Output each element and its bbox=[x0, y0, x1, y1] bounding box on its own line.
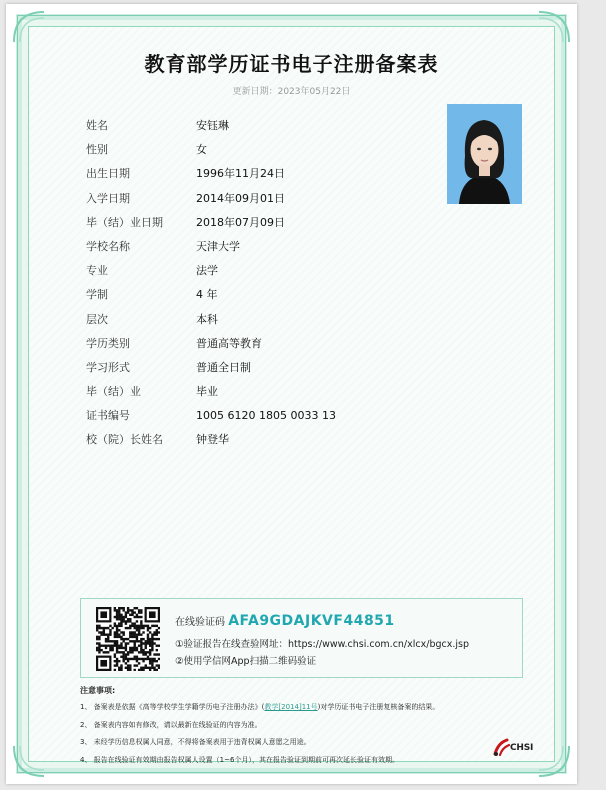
student-photo bbox=[447, 104, 522, 204]
field-value: 天津大学 bbox=[196, 239, 240, 253]
qr-code-icon[interactable] bbox=[96, 607, 160, 671]
field-row bbox=[86, 138, 446, 162]
field-row bbox=[86, 211, 446, 235]
field-value: 4 年 bbox=[196, 288, 218, 302]
field-label: 证书编号 bbox=[86, 409, 130, 423]
verification-url-line: ①验证报告在线查验网址：https://www.chsi.com.cn/xlcx/bgcx.jsp bbox=[175, 639, 469, 650]
chsi-logo bbox=[492, 737, 538, 759]
field-value: 法学 bbox=[196, 264, 218, 278]
field-label: 学习形式 bbox=[86, 360, 130, 374]
field-value: 安钰琳 bbox=[196, 119, 229, 132]
regulation-link[interactable]: 教学[2014]11号 bbox=[264, 703, 318, 711]
border-pattern-right bbox=[555, 20, 561, 768]
field-row bbox=[86, 235, 446, 259]
page-title: 教育部学历证书电子注册备案表 bbox=[144, 52, 439, 76]
field-row bbox=[86, 404, 446, 428]
field-value: 普通高等教育 bbox=[196, 336, 262, 350]
record-sheet bbox=[6, 4, 577, 784]
field-row bbox=[86, 162, 446, 186]
corner-ornament-icon bbox=[12, 744, 46, 778]
field-row bbox=[86, 259, 446, 283]
field-label: 毕（结）业日期 bbox=[86, 215, 163, 229]
notes-title: 注意事项: bbox=[80, 686, 116, 695]
field-row bbox=[86, 283, 446, 307]
field-label: 入学日期 bbox=[86, 191, 130, 205]
field-label: 学历类别 bbox=[86, 336, 130, 350]
verification-code-row bbox=[175, 613, 395, 629]
corner-ornament-icon bbox=[537, 10, 571, 44]
field-label: 层次 bbox=[86, 312, 108, 326]
field-label: 出生日期 bbox=[86, 167, 130, 181]
field-label: 校（院）长姓名 bbox=[86, 433, 163, 447]
field-label: 学制 bbox=[86, 288, 108, 302]
chsi-logo-text: CHSI bbox=[510, 743, 534, 753]
field-value: 2014年09月01日 bbox=[196, 191, 285, 205]
note-item: 2、 备案表内容如有修改，请以最新在线验证的内容为准。 bbox=[80, 720, 262, 729]
field-row bbox=[86, 356, 446, 380]
chsi-logo-icon bbox=[492, 737, 512, 757]
update-date bbox=[6, 84, 577, 97]
field-value: 1996年11月24日 bbox=[196, 167, 285, 181]
field-row bbox=[86, 187, 446, 211]
note-item: 4、 报告在线验证有效期由报告权属人设置（1~6个月），其在报告验证到期前可再次延长验证有效期。 bbox=[80, 755, 399, 764]
field-row bbox=[86, 380, 446, 404]
verification-code: AFA9GDAJKVF44851 bbox=[228, 613, 395, 629]
corner-ornament-icon bbox=[12, 10, 46, 44]
note-item: 3、 未经学历信息权属人同意，不得将备案表用于违背权属人意愿之用途。 bbox=[80, 738, 311, 746]
verification-code-label: 在线验证码 bbox=[175, 617, 225, 628]
verification-app-line: ②使用学信网App扫描二维码验证 bbox=[175, 656, 317, 667]
record-fields bbox=[86, 114, 446, 453]
note-item-1-prefix: 1、 备案表是依据《高等学校学生学籍学历电子注册办法》( bbox=[80, 703, 265, 711]
portrait-icon bbox=[447, 104, 522, 204]
field-row bbox=[86, 428, 446, 452]
field-row bbox=[86, 308, 446, 332]
field-row bbox=[86, 114, 446, 138]
note-item bbox=[80, 702, 510, 712]
field-value: 2018年07月09日 bbox=[196, 215, 285, 229]
field-value: 本科 bbox=[196, 312, 218, 326]
field-value: 毕业 bbox=[196, 385, 218, 399]
notes-section bbox=[80, 685, 510, 772]
field-value: 钟登华 bbox=[196, 433, 229, 447]
field-label: 毕（结）业 bbox=[86, 385, 141, 399]
update-date-label: 更新日期： bbox=[232, 87, 278, 97]
field-row bbox=[86, 332, 446, 356]
field-value: 女 bbox=[196, 143, 207, 157]
note-item-1-suffix: )对学历证书电子注册复核备案的结果。 bbox=[317, 703, 440, 711]
field-label: 专业 bbox=[86, 264, 108, 278]
field-value: 普通全日制 bbox=[196, 360, 251, 374]
field-label: 性别 bbox=[86, 143, 108, 157]
corner-ornament-icon bbox=[537, 744, 571, 778]
field-label: 姓名 bbox=[86, 119, 108, 132]
field-value: 1005 6120 1805 0033 13 bbox=[196, 409, 336, 423]
verification-panel bbox=[80, 598, 523, 678]
field-label: 学校名称 bbox=[86, 239, 130, 253]
update-date-value: 2023年05月22日 bbox=[277, 87, 351, 97]
